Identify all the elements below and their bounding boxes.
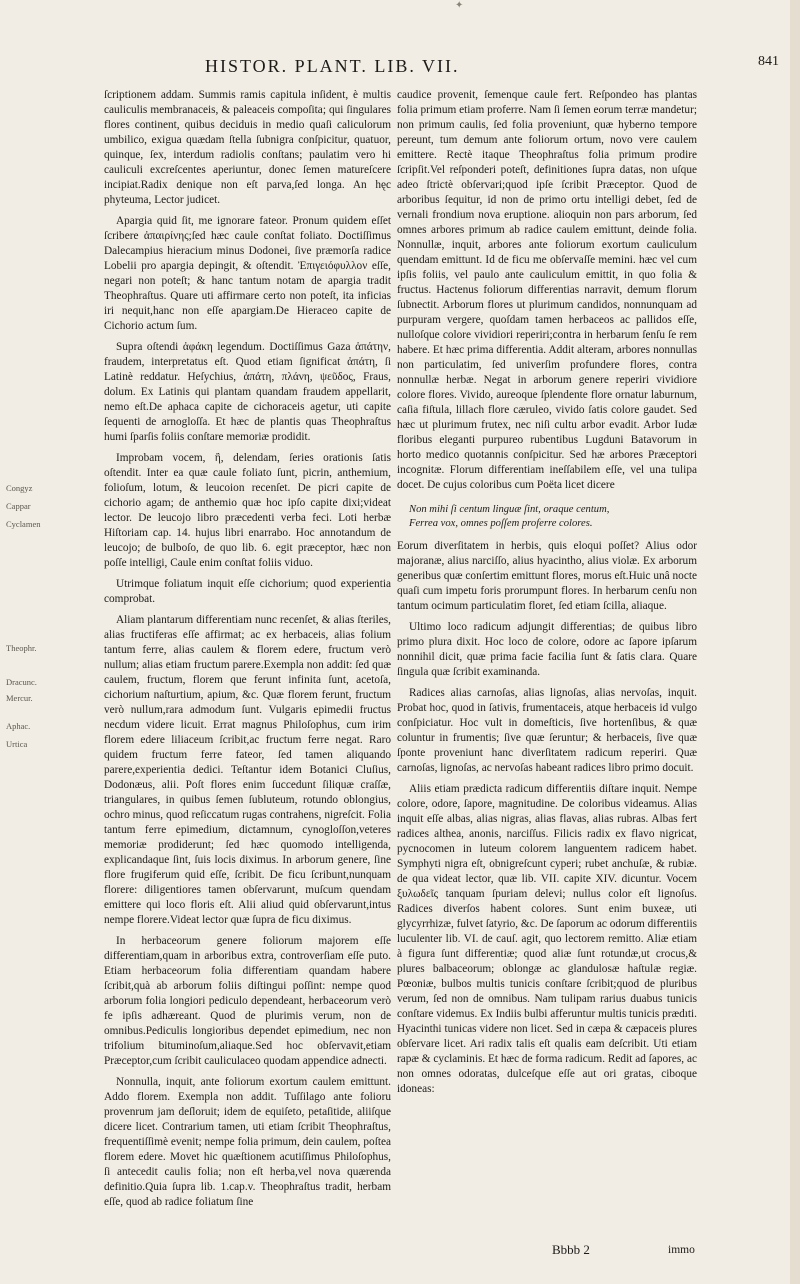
margin-note: Cappar (6, 501, 31, 511)
paragraph: caudice provenit, ſemenque caule fert. Reſpondeo has plantas folia primum etiam proferre. Nam ſi ſemen eorum terræ mandetur; non primum caulis, ſed folia proveniunt, quæ hyberno tempore pereunt, tum demum ante foliorum ortum, novo vere caulem emittere. Rectè itaque Theophraſtus folia primum prodire ſcripſit.Vel reſponderi poteſt, definitiones ſupra datas, non uſque adeo ſtrictè obſervari;quod ipſe ſcribit Præceptor. Quod de arboribus ſequitur, id non de primo ortu intelligi debet, ſed de vernali frondium nova eruptione. alioquin non pars arborum, ſed omnes arbores primum ab radice caulem emittunt, deinde folia. Nonnullæ, inquit, arbores ante foliorum exortum cauliculum quendam emittunt. Id de ficu me obſervaſſe memini. hæc vel cum ipſis foliis, vel paulo ante cauliculum emittit, in quo folia & fructus. Hactenus foliorum differentias narravit, demum florum ſubnectit. Arborum flores ut plurimum candidos, nonnunquam ad purpuram vergere, quoſdam tamen herbaceos ac pallidos eſſe, nulloſque colore vividiori reperiri;contra in herbarum ſenſu ſe rem habere. Et hæc prima differentia. Addit alteram, arbores nonnullas non particulatim, ſed univerſim profundere flores, contra nonnullæ herbæ. Negat in arborum genere reperiri vividiore colore flores. Vivido, aureoque ſplendente flore ornatur laburnum, caſia fiſtula, lillach flore cæruleo, vivido ſatis colore gaudet. Sed hæc ut plurimum frutex, nec niſi cultu arbor evadit. Arbor Iudæ floribus eleganti purpureo rubentibus Lugduni Batavorum in horto medico quotannis conſpicitur. Sed hæ arbores Præceptori incognitæ. Florum differentiam ineſſabilem eſſe, vel una tulipa docet. De cujus coloribus cum Poëta licet dicere (397, 89, 697, 491)
paragraph: Apargia quid ſit, me ignorare fateor. Pronum quidem eſſet ſcribere ἀπαιρίνης;ſed hæc caule conſtat foliato. Doctiſſimus Dalecampius hieracium minus Dodonei, ſive præmorſa radice Lobelii pro apargia depingit, & oſtendit. Ἐπιγειόφυλλον eſſe, negari non poteſt; & hanc tantum notam de apargia tradit Theophraſtus. Quare uti affirmare certo non poteſt, ita inficias iri nequit,hanc non eſſe apargiam.De Hieraceo capite de Cichorio actum ſum. (104, 215, 391, 332)
page-edge (790, 0, 800, 1284)
top-ornament: ✦ (455, 0, 464, 11)
paragraph: In herbaceorum genere foliorum majorem eſſe differentiam,quam in arboribus extra, controverſiam eſſe puto. Etiam herbaceorum folia differentiam quandam habere ſcribit,quà ab arborum foliis diſtingui poſſint: nempe quod arborum folia longiori pediculo dependeant, herbaceorum verò fe ipſis adhæreant. Quod de plurimis verum, non de omnibus.Pediculis longioribus dependet epimedium, nec non trifolium bituminoſum,aliaque.Sed hoc obſervavit,etiam Præceptor,cum ſcribit cauliculaceo quodam appendice adnecti. (104, 935, 391, 1067)
paragraph: Radices alias carnoſas, alias lignoſas, alias nervoſas, inquit. Probat hoc, quod in ſativis, frumentaceis, atque herbaceis id vulgo conſpiciatur. Hoc vult in domeſticis, ſive hortenſibus, & quæ coluntur in frumentis; ſive quæ ſeruntur; & herbaceis, ſive quæ ſponte proveniunt hanc diverſitatem radicum reperiri. Quæ carnoſas, lignoſas, ac nervoſas habeant radices libro primo docuit. (397, 687, 697, 774)
margin-note: Theophr. (6, 643, 37, 653)
paragraph: Utrimque foliatum inquit eſſe cichorium; quod experientia comprobat. (104, 578, 391, 605)
margin-note: Congyz (6, 483, 33, 493)
page-number: 841 (758, 54, 779, 69)
margin-note: Cyclamen (6, 519, 41, 529)
verse-line: Non mihi ſi centum linguæ ſint, oraque centum, (409, 504, 610, 515)
paragraph: ſcriptionem addam. Summis ramis capitula inſident, è multis cauliculis membranaceis, & paleaceis compoſita; qui ſingulares flores continent, quibus deciduis in medio quaſi caliculorum umbilico, exigua quædam ſtella ſubnigra conſpicitur, quatuor, quinque, ſex, interdum radiolis conſtans; paulatim vero hi cauliculi excreſcentes aperiuntur, donec ſemen matureſcere incipiat.Radix denique non eſt parva,ſed longa. An hęc phyteuma, Lector judicet. (104, 89, 391, 206)
running-title: HISTOR. PLANT. LIB. VII. (205, 56, 460, 76)
paragraph: Supra oſtendi ἀφάκη legendum. Doctiſſimus Gaza ἀπάτην, fraudem, interpretatus eſt. Quod etiam ſignificat ἀπάτη, ſi Latinè reddatur. Heſychius, ἀπάτη, πλάνη, ψεῦδος, Fraus, dolum. Ex Latinis qui plantam quandam fraudem appellarit, nemo eſt.De aphaca capite de cichoraceis agetur, uti capite ſequenti de arnogloſſa. Et hæc de plantis quas Theophraſtus humi ſparſis foliis conſtare memoriæ prodidit. (104, 341, 391, 443)
right-column (397, 88, 697, 1103)
verse-line: Ferrea vox, omnes poſſem proferre colores. (409, 518, 593, 529)
paragraph: Nonnulla, inquit, ante foliorum exortum caulem emittunt. Addo florem. Exempla non addit. Tuſſilago ante folioru provenrum jam deſloruit; idem de equiſeto, petaſitide, aliiſque dicere licet. Contrarium tamen, uti etiam ſcribit Theophraſtus, frequentiſſimè evenit; nempe folia primum, dein caulem, poſtea florem edere. Movet hic quæſtionem acutiſſimus Philoſophus, ſi antecedit caulis folia; non eſt herba,vel nova quærenda definitio.Quia ſupra lib. 1.cap.v. Theophraſtus tradit, herbam eſſe, quod ab radice foliatum ſine (104, 1076, 391, 1208)
catchword: immo (668, 1244, 695, 1256)
margin-note: Urtica (6, 739, 28, 749)
margin-note: Aphac. (6, 721, 31, 731)
margin-note: Dracunc. (6, 677, 37, 687)
paragraph: Ultimo loco radicum adjungit differentias; de quibus libro primo plura dixit. Hoc loco de colore, odore ac ſapore ipſarum nonnihil dicit, quæ prima facie facilia ſunt & ſatis clara. Quare ſingula quæ ſcribit examinanda. (397, 621, 697, 678)
paragraph: Aliam plantarum differentiam nunc recenſet, & alias ſteriles, alias fructiferas eſſe affirmat; ac ex herbaceis, alias folium tantum ferre, alias caulem & florem edere, fructum verò nullum; alias etiam fructum parere.Exempla non addit: ſed quæ caulem, fructum, florem que ferunt infinita ſunt, acetoſa, cichorium naſturtium, apium, &c. Quæ florem ferunt, fructum verò nullum,rara admodum ſunt. Vulgaris epimedii fructus necdum videre licuit. Errat magnus Philoſophus, cum irim florem edere liliaceum ſcribit,ac fructum ferre negat. Raro quidem fructum ferre fateor, ſed tamen aliquando parere,experientia dedici. Teſtantur idem Botanici Cluſius, Dodonæus, alii. Poſt flores enim ſuccedunt ſiliquæ craſſæ, triangulares, in quibus ſemen ſubluteum, rotundo oblongius, ochro minus, quod reſiccatum rugas contrahens, nigreſcit. Folia tantum ferre epimedium, dictamnum, cynogloſſon,veteres memoriæ prodiderunt; ſed hæc quomodo intelligenda, explicandaque ſint, ſuis locis diximus. In arborum genere, ſine flore frugiferum quid eſſe, ſcribit. De ficu ſcribunt,nunquam florere: diligentiores tamen obſervarunt, muſcum quendam emittere qui loco floris eſt. Alii aliud quid obſervarunt,intus nempe florere.Videat lector quæ ſupra de ficu diximus. (104, 614, 391, 926)
margin-note: Mercur. (6, 693, 33, 703)
left-column (104, 88, 391, 1216)
paragraph: Aliis etiam prædicta radicum differentiis diſtare inquit. Nempe colore, odore, ſapore, magnitudine. De coloribus videamus. Alias inquit eſſe albas, alias nigras, alias flavas, alias rubras. Albas fert radices althea, anonis, narciſſus. Filicis radix ex flavo nigricat, pycnocomen in luteum colorem languentem radicem habet. Symphyti nigra eſt, obnigreſcunt cyperi; rubet anchuſæ, & rubiæ. de qua videat lector, quæ lib. VII. capite XIV. dicuntur. Vocem ξυλωδεῖς tanquam ſpuriam delevi; nullus color eſt lignoſus. Radices diverſos habent colores. Sunt enim buxeæ, uti glycyrrhizæ, fulvet ſatyrio, &c. De ſaporum ac odorum differentiis luculenter lib. VI. de cauſ. agit, quo lectorem remitto. Aliæ etiam à figura ſunt differentiæ; quod aliæ ſunt rotundæ,ut crocus,& plures balbaceorum; oblongæ ac glandulosæ haſtulæ regiæ. Pœoniæ, bulbos multis tunicis conſtare ſcribit;quod de pluribus verum, ſed non de omnibus. Nam tulipam rarius duabus tunicis conſtare videmus. Ex Indiis bulbi afferuntur multis tunicis prædıti. Hyacinthi tunicas videre non licet. Sed in cæpa & cæpaceis plures obſervare licet. Ari radix talis eſt qualis eam deſcribit. Uti etiam rapæ & cyclaminis. Et hæc de forma radicum. Redit ad ſapores, ac non omnes odoratas, dulceſque eſſe aut ori gratas, ciboque idoneas: (397, 783, 698, 1095)
paragraph: Improbam vocem, ἢ, delendam, ſeries orationis ſatis oſtendit. Inter ea quæ caule foliato ſunt, picrin, anthemium, folioſum, lotum, & leucoion recenſet. De picri capite de cichorio agam; de anthemio quæ hoc ipſo capite dixi;videat lector. De leucojo libro præcedenti verba feci. Loti herbæ Hiſtoriam cap. 14. hujus libri enarrabo. Hoc annotandum de leucojo; de bulboſo, de quo lib. 6. egit præceptor, hæc non poſſe intelligi, Caule enim conſtat foliis viduo. (104, 452, 391, 569)
paragraph: Eorum diverſitatem in herbis, quis eloqui poſſet? Alius odor majoranæ, alius narciſſo, alius hyacintho, alius violæ. Ex arborum generibus quæ conſertim emittunt flores, morus eſt.Huic unâ nocte quaſi cum impetu foris prorumpunt flores. In herbarum cenſu non tantum ocimum particulatim floret, ſed etiam ſcilla, aliaque. (397, 540, 697, 612)
verse-quotation (409, 503, 697, 531)
signature-mark: Bbbb 2 (552, 1242, 590, 1257)
